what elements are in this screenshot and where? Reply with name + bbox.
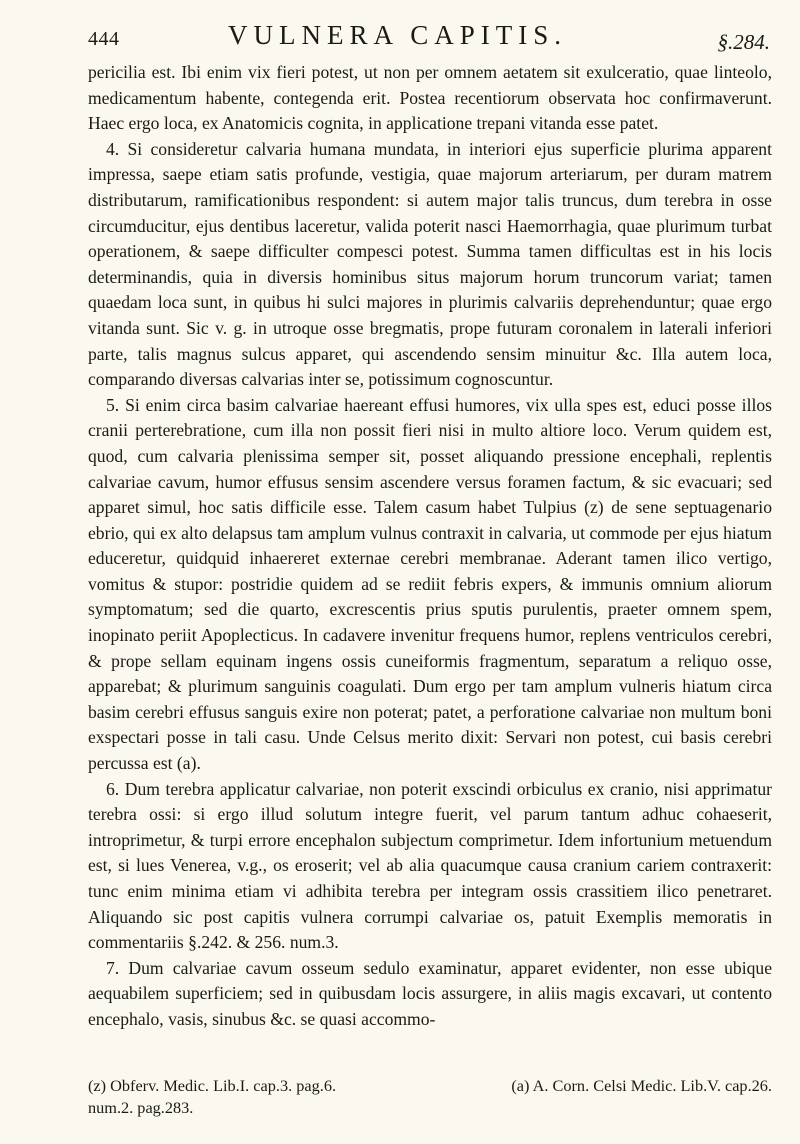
page-number: 444 [88, 28, 120, 50]
paragraph-6: 6. Dum terebra applicatur calvariae, non poterit exscindi orbiculus ex cranio, nisi apprimatur terebra ossi: si ergo illud solutum integre fuerit, vel parum tantum adhuc cohaeserit, introprimetur, & turpi errore encephalon subjectum comprimetur. Idem infortunium metuendum est, si lues Venerea, v.g., os eroserit; vel ab alia quacumque causa cranium cariem contraxerit: tunc enim minima etiam vi adhibita terebra per integram ossis crassitiem ilico penetraret. Aliquando sic post capitis vulnera corrumpi calvariae os, patuit Exemplis memoratis in commentariis §.242. & 256. num.3. [88, 778, 772, 953]
footnote-a: (a) A. Corn. Celsi Medic. Lib.V. cap.26. [511, 1076, 772, 1095]
paragraph-continuation: pericilia est. Ibi enim vix fieri potest, ut non per omnem aetatem sit exulceratio, quae linteolo, medicamentum habente, contegenda erit. Postea recentiorum observata hoc confirmaverunt. Haec ergo loca, ex Anatomicis cognita, in applicatione trepani vitanda esse patet. [88, 62, 772, 134]
body-text [88, 60, 772, 1033]
section-marker: §.284. [717, 30, 770, 54]
paragraph-4: 4. Si consideretur calvaria humana mundata, in interiori ejus superficie plurima apparent impressa, saepe etiam satis profunde, vestigia, quae majorum arteriarum, per duram matrem distributarum, ramificationibus respondent: si autem major talis truncus, dum terebra in osse circumducitur, ejus dentibus laceretur, valida poterit nasci Haemorrhagia, quae plurimum turbat operationem, & saepe difficulter compesci potest. Summa tamen difficultas est in his locis determinandis, quia in diversis hominibus situs majorum horum truncorum variat; tamen quaedam loca sunt, in quibus hi sulci majores in plurimis calvariis deprehenduntur; quae ergo vitanda sunt. Sic v. g. in utroque osse bregmatis, prope futuram coronalem in laterali inferiori parte, talis magnus sulcus apparet, qui ascendendo sensim minuitur &c. Illa autem loca, comparando diversas calvarias inter se, potissimum cognoscuntur. [88, 138, 772, 390]
page-header [88, 18, 770, 62]
footnotes [88, 1075, 772, 1119]
paragraph-5: 5. Si enim circa basim calvariae haereant effusi humores, vix ulla spes est, educi posse illos cranii perterebratione, cum illa non possit fieri nisi in multo altiore loco. Verum quidem est, quod, cum calvaria plenissima semper sit, posset aliquando pressione encephali, replentis calvariae cavum, humor effusus sensim ascendere versus foramen factum, & sic evacuari; sed apparet simul, hoc satis difficile esse. Talem casum habet Tulpius (z) de sene septuagenario ebrio, qui ex alto delapsus tam amplum vulnus contraxit in calvaria, ut commode per ejus hiatum educeretur, quidquid inhaereret externae cerebri membranae. Aderant tamen ilico vertigo, vomitus & stupor: postridie quidem ad se rediit febris expers, & immunis omnium aliorum symptomatum; sed die quarto, excrescentis prius sputis purulentis, praeter omnem spem, inopinato periit Apoplecticus. In cadavere invenitur frequens humor, replens ventriculos cerebri, & prope sellam equinam ingens ossis cuneiformis fragmentum, separatum a reliquo osse, apparebat; & plurimum sanguinis coagulati. Dum ergo per tam amplum vulneris hiatum circa basim cerebri effusus sanguis exire non poterat; patet, a perforatione calvariae non multum boni exspectari posse in tali casu. Unde Celsus merito dixit: Servari non potest, cui basis cerebri percussa est (a). [88, 394, 772, 774]
paragraph-7: 7. Dum calvariae cavum osseum sedulo examinatur, apparet evidenter, non esse ubique aequabilem superficiem; sed in quibusdam locis assurgere, in aliis magis excavari, ut contento encephalo, vasis, sinubus &c. se quasi accommo- [88, 957, 772, 1029]
running-title: VULNERA CAPITIS. [228, 20, 568, 50]
footnote-z: (z) Obferv. Medic. Lib.I. cap.3. pag.6. [88, 1076, 337, 1095]
footnote-continuation: num.2. pag.283. [88, 1098, 194, 1117]
